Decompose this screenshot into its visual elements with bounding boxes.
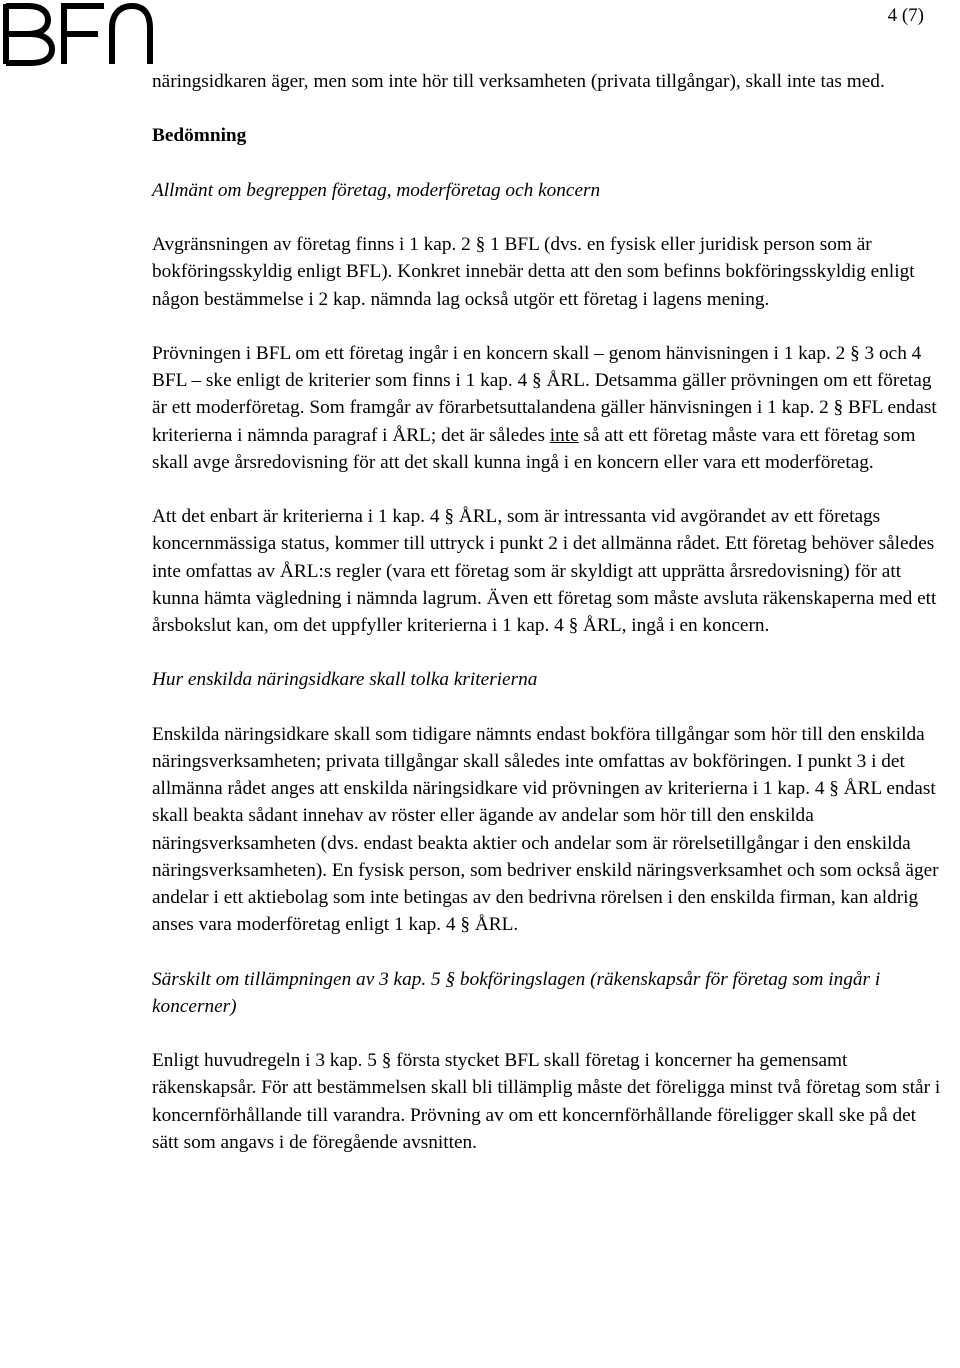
subheading-financial-year: Särskilt om tillämpningen av 3 kap. 5 § bokföringslagen (räkenskapsår för företag som ingår i koncerner) [152, 968, 881, 1017]
page-number: 4 (7) [887, 5, 924, 26]
text-segment: Prövningen i BFL om ett företag ingår i en koncern skall – genom hänvisningen i 1 kap. 2 § 3 och 4 BFL – ske enligt de kriterier som finns i 1 kap. 4 § ÅRL. Detsamma gäller prövningen om ett företag är ett moderföretag. Som framgår av förarbetsuttalandena gäller hänvisningen i 1 kap. 2 § BFL endast kriterierna i nämnda paragraf i ÅRL; det är således [152, 342, 937, 446]
underlined-word: inte [549, 424, 579, 446]
paragraph-delimitation: Avgränsningen av företag finns i 1 kap. 2 § 1 BFL (dvs. en fysisk eller juridisk person som är bokföringsskyldig enligt BFL). Konkret innebär detta att den som befinns bokföringsskyldig enligt någon bestämmelse i 2 kap. nämnda lag också utgör ett företag i lagens mening. [152, 234, 915, 310]
text-segment: så att ett företag måste vara ett företag som skall avge årsredovisning för att det skall kunna ingå i en koncern eller vara ett moderföretag. [152, 424, 916, 473]
paragraph-financial-year: Enligt huvudregeln i 3 kap. 5 § första stycket BFL skall företag i koncerner ha gemensamt räkenskapsår. För att bestämmelsen skall bli tillämplig måste det föreligga minst två företag som står i koncernförhållande till varandra. Prövning av om ett koncernförhållande föreligger skall ske på det sätt som angavs i de föregående avsnitten. [152, 1050, 941, 1153]
paragraph-continuation: näringsidkaren äger, men som inte hör till verksamheten (privata tillgångar), skall inte tas med. [152, 71, 885, 92]
section-heading: Bedömning [152, 125, 247, 147]
paragraph-sole-traders: Enskilda näringsidkare skall som tidigare nämnts endast bokföra tillgångar som hör till den enskilda näringsverksamheten; privata tillgångar skall således inte omfattas av bokföringen. I punkt 3 i det allmänna rådet anges att enskilda näringsidkare vid prövningen av kriterierna i 1 kap. 4 § ÅRL endast skall beakta sådant innehav av röster eller ägande av andelar som hör till den enskilda näringsverksamheten (dvs. endast beakta aktier och andelar som är rörelsetillgångar i den enskilda näringsverksamheten). En fysisk person, som bedriver enskild näringsverksamhet och som också äger andelar i ett aktiebolag som inte betingas av den bedrivna rörelsen i den enskilda firman, kan aldrig anses vara moderföretag enligt 1 kap. 4 § ÅRL. [152, 723, 939, 936]
paragraph-group-test [152, 340, 942, 476]
subheading-concepts: Allmänt om begreppen företag, moderföretag och koncern [152, 179, 601, 201]
subheading-sole-traders: Hur enskilda näringsidkare skall tolka kriterierna [152, 669, 538, 691]
document-body [152, 68, 942, 1156]
paragraph-criteria: Att det enbart är kriterierna i 1 kap. 4 § ÅRL, som är intressanta vid avgörandet av ett företags koncernmässiga status, kommer till uttryck i punkt 2 i det allmänna rådet. Ett företag behöver således inte omfattas av ÅRL:s regler (vara ett företag som är skyldigt att upprätta årsredovisning) för att kunna hämta vägledning i nämnda lagrum. Även ett företag som måste avsluta räkenskaperna med ett årsbokslut kan, om det uppfyller kriterierna i 1 kap. 4 § ÅRL, ingå i en koncern. [152, 506, 937, 636]
bfn-logo [0, 0, 156, 68]
